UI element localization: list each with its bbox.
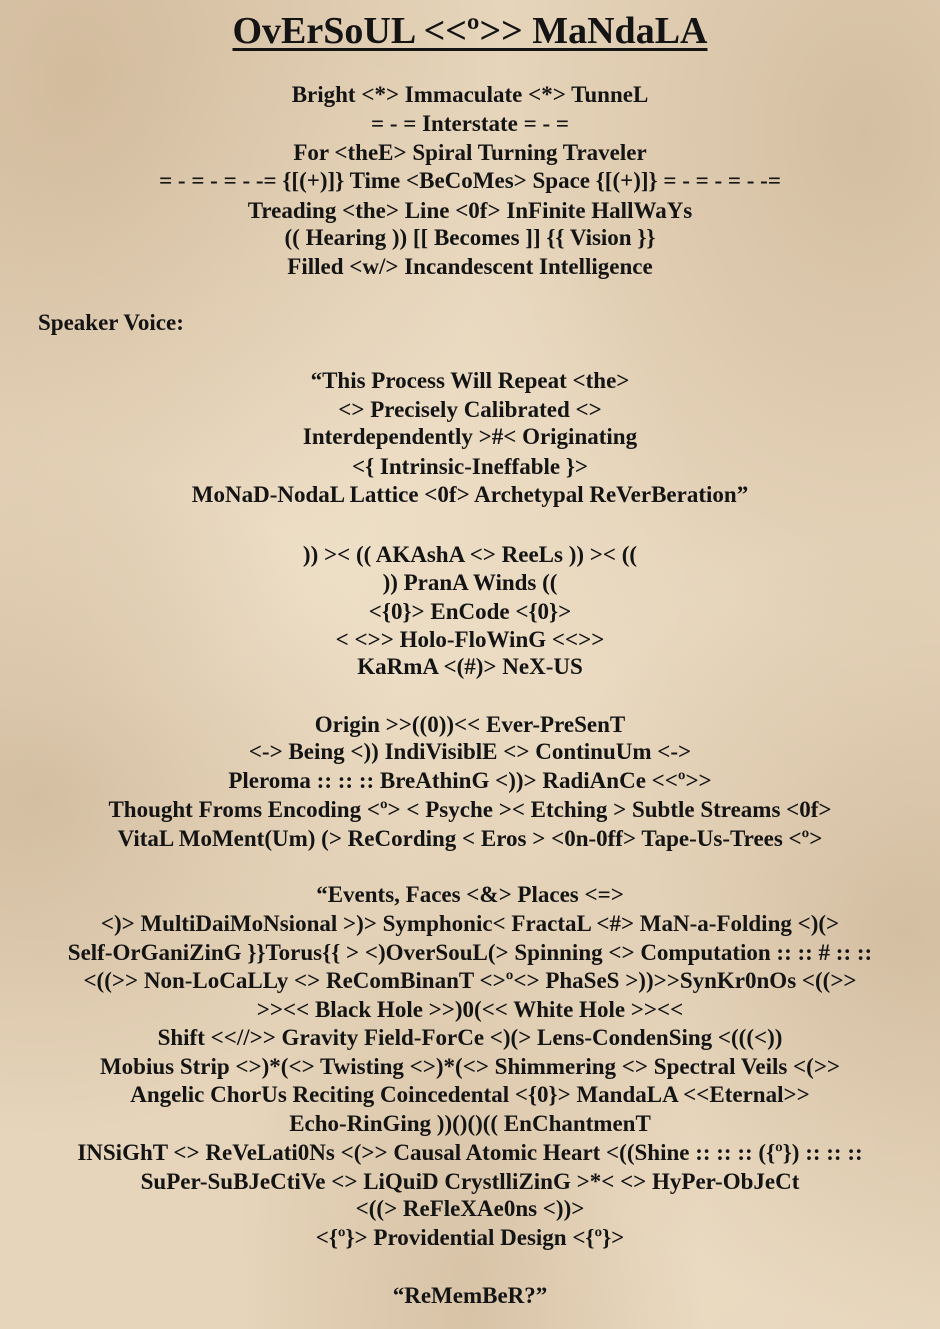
intro-line-6: (( Hearing )) [[ Becomes ]] {{ Vision }} <box>284 225 656 250</box>
origin-line-2: <-> Being <)) IndiVisiblE <> ContinuUm <-> <box>248 739 692 764</box>
intro-line-3: For <theE> Spiral Turning Traveler <box>293 140 647 165</box>
events-line-4: <((>> Non-LoCaLLy <> ReComBinanT <>º<> PhaSeS >))>>SynKr0nOs <((>> <box>83 968 857 993</box>
events-line-10: INSiGhT <> ReVeLati0Ns <(>> Causal Atomic Heart <((Shine :: :: :: ({º}) :: :: :: <box>77 1140 863 1165</box>
quote-line-3: Interdependently >#< Originating <box>302 424 638 449</box>
akasha-line-1: )) >< (( AKAshA <> ReeLs )) >< (( <box>302 542 638 567</box>
events-line-3: Self-OrGaniZinG }}Torus{{ > <)OverSouL(> Spinning <> Computation :: :: # :: :: <box>67 940 873 965</box>
closing-line: “ReMemBeR?” <box>392 1283 548 1308</box>
akasha-line-4: < <>> Holo-FloWinG <<>> <box>335 627 605 652</box>
akasha-line-5: KaRmA <(#)> NeX-US <box>357 654 583 679</box>
speaker-label: Speaker Voice: <box>38 310 184 335</box>
akasha-line-2: )) PranA Winds (( <box>382 570 558 595</box>
poem-title-text: OvErSoUL <<º>> MaNdaLA <box>232 10 708 52</box>
events-line-8: Angelic ChorUs Reciting Coincedental <{0}> MandaLA <<Eternal>> <box>130 1082 810 1107</box>
events-line-13: <{º}> Providential Design <{º}> <box>315 1225 625 1250</box>
origin-line-1: Origin >>((0))<< Ever-PreSenT <box>314 712 626 737</box>
origin-line-3: Pleroma :: :: :: BreAthinG <))> RadiAnCe <<º>> <box>228 768 712 793</box>
origin-line-4: Thought Froms Encoding <º> < Psyche >< Etching > Subtle Streams <0f> <box>108 797 832 822</box>
quote-line-2: <> Precisely Calibrated <> <box>338 397 602 422</box>
intro-line-1: Bright <*> Immaculate <*> TunneL <box>291 82 649 107</box>
akasha-line-3: <{0}> EnCode <{0}> <box>368 599 572 624</box>
quote-line-1: “This Process Will Repeat <the> <box>310 368 630 393</box>
events-line-7: Mobius Strip <>)*(<> Twisting <>)*(<> Shimmering <> Spectral Veils <(>> <box>99 1054 841 1079</box>
intro-line-2: = - = Interstate = - = <box>370 111 570 136</box>
origin-line-5: VitaL MoMent(Um) (> ReCording < Eros > <0n-0ff> Tape-Us-Trees <º> <box>117 826 823 851</box>
quote-line-5: MoNaD-NodaL Lattice <0f> Archetypal ReVerBeration” <box>191 482 749 507</box>
poem-title <box>0 8 940 54</box>
events-line-5: >><< Black Hole >>)0(<< White Hole >><< <box>256 997 684 1022</box>
events-line-2: <)> MultiDaiMoNsional >)> Symphonic< FractaL <#> MaN-a-Folding <)(> <box>100 911 840 936</box>
events-line-12: <((> ReFleXAe0ns <))> <box>355 1196 585 1221</box>
events-line-6: Shift <<//>> Gravity Field-ForCe <)(> Lens-CondenSing <(((<)) <box>157 1025 783 1050</box>
quote-line-4: <{ Intrinsic-Ineffable }> <box>352 454 588 479</box>
intro-line-7: Filled <w/> Incandescent Intelligence <box>287 254 653 279</box>
intro-line-4: = - = - = - -= {[(+)]} Time <BeCoMes> Space {[(+)]} = - = - = - -= <box>159 168 781 193</box>
events-line-9: Echo-RinGing ))()()(( EnChantmenT <box>289 1111 651 1136</box>
events-line-11: SuPer-SuBJeCtiVe <> LiQuiD CrystlliZinG >*< <> HyPer-ObJeCt <box>140 1169 800 1194</box>
intro-line-5: Treading <the> Line <0f> InFinite HallWaYs <box>247 198 693 223</box>
events-line-1: “Events, Faces <&> Places <=> <box>316 882 624 907</box>
